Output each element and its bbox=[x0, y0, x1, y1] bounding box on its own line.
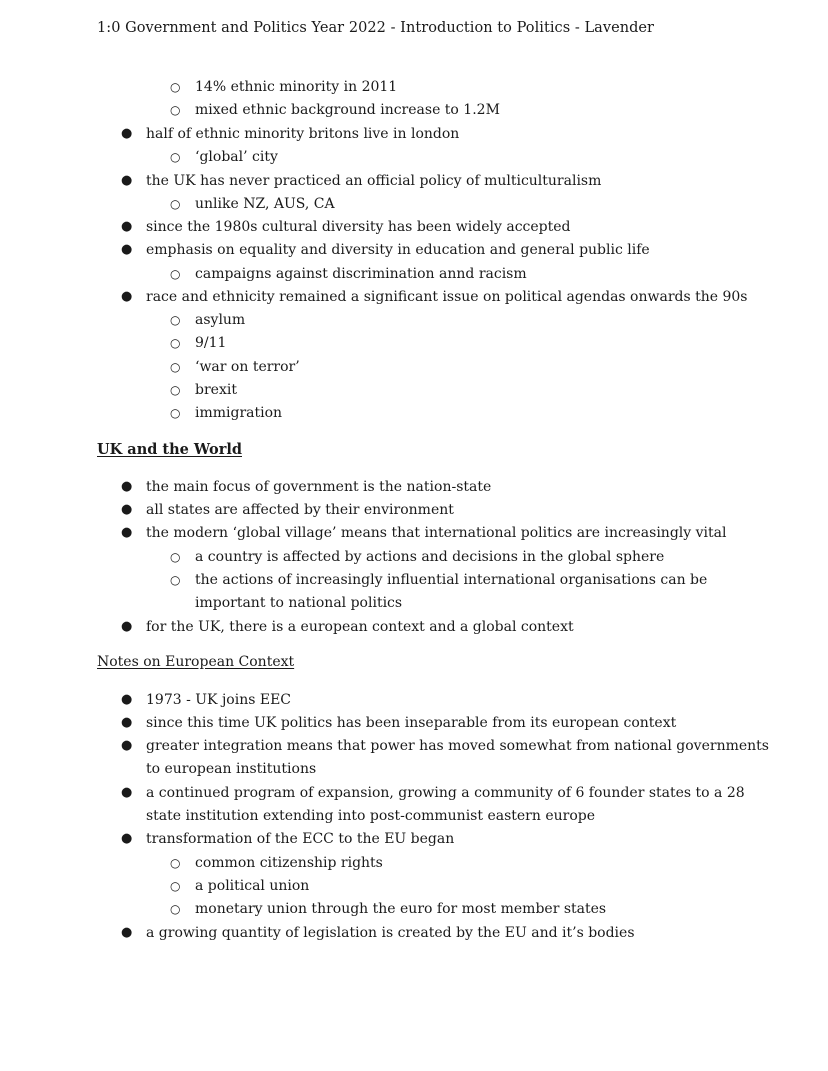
list-item: a continued program of expansion, growing a community of 6 founder states to a 28 bbox=[146, 785, 745, 801]
filled-bullet-icon: ● bbox=[121, 738, 133, 753]
subsection-heading: Notes on European Context bbox=[97, 654, 295, 670]
filled-bullet-icon: ● bbox=[121, 619, 133, 634]
list-item: emphasis on equality and diversity in education and general public life bbox=[146, 242, 650, 258]
list-item: a political union bbox=[195, 878, 310, 894]
list-item: asylum bbox=[195, 312, 246, 328]
hollow-bullet-icon: ○ bbox=[170, 103, 181, 117]
filled-bullet-icon: ● bbox=[121, 242, 133, 257]
list-item: ‘global’ city bbox=[195, 149, 278, 165]
list-item-continuation: to european institutions bbox=[146, 761, 317, 777]
list-item: race and ethnicity remained a significant issue on political agendas onwards the 90s bbox=[146, 289, 748, 305]
filled-bullet-icon: ● bbox=[121, 785, 133, 800]
list-item: mixed ethnic background increase to 1.2M bbox=[195, 102, 500, 118]
list-item: ‘war on terror’ bbox=[195, 359, 300, 375]
hollow-bullet-icon: ○ bbox=[170, 80, 181, 94]
filled-bullet-icon: ● bbox=[121, 219, 133, 234]
list-item: unlike NZ, AUS, CA bbox=[195, 196, 335, 212]
list-item: campaigns against discrimination annd racism bbox=[195, 266, 527, 282]
list-item: the actions of increasingly influential international organisations can be bbox=[195, 572, 708, 588]
list-item: for the UK, there is a european context and a global context bbox=[146, 619, 574, 635]
filled-bullet-icon: ● bbox=[121, 715, 133, 730]
hollow-bullet-icon: ○ bbox=[170, 406, 181, 420]
list-item: a growing quantity of legislation is created by the EU and it’s bodies bbox=[146, 925, 635, 941]
list-item-continuation: state institution extending into post-communist eastern europe bbox=[146, 808, 595, 824]
hollow-bullet-icon: ○ bbox=[170, 313, 181, 327]
filled-bullet-icon: ● bbox=[121, 479, 133, 494]
hollow-bullet-icon: ○ bbox=[170, 879, 181, 893]
filled-bullet-icon: ● bbox=[121, 925, 133, 940]
document-header: 1:0 Government and Politics Year 2022 - Introduction to Politics - Lavender bbox=[97, 20, 655, 36]
hollow-bullet-icon: ○ bbox=[170, 383, 181, 397]
hollow-bullet-icon: ○ bbox=[170, 267, 181, 281]
list-item: the UK has never practiced an official policy of multiculturalism bbox=[146, 173, 602, 189]
hollow-bullet-icon: ○ bbox=[170, 550, 181, 564]
hollow-bullet-icon: ○ bbox=[170, 336, 181, 350]
list-item: immigration bbox=[195, 405, 283, 421]
hollow-bullet-icon: ○ bbox=[170, 150, 181, 164]
section-heading: UK and the World bbox=[97, 441, 242, 458]
filled-bullet-icon: ● bbox=[121, 525, 133, 540]
list-item: greater integration means that power has moved somewhat from national governments bbox=[146, 738, 769, 754]
list-item: 14% ethnic minority in 2011 bbox=[195, 79, 398, 95]
list-item-continuation: important to national politics bbox=[195, 595, 403, 611]
hollow-bullet-icon: ○ bbox=[170, 360, 181, 374]
filled-bullet-icon: ● bbox=[121, 173, 133, 188]
hollow-bullet-icon: ○ bbox=[170, 856, 181, 870]
filled-bullet-icon: ● bbox=[121, 289, 133, 304]
list-item: 1973 - UK joins EEC bbox=[146, 692, 292, 708]
list-item: since the 1980s cultural diversity has been widely accepted bbox=[146, 219, 571, 235]
list-item: since this time UK politics has been inseparable from its european context bbox=[146, 715, 677, 731]
list-item: all states are affected by their environment bbox=[146, 502, 454, 518]
list-item: half of ethnic minority britons live in london bbox=[146, 126, 460, 142]
hollow-bullet-icon: ○ bbox=[170, 197, 181, 211]
list-item: transformation of the ECC to the EU began bbox=[146, 831, 455, 847]
filled-bullet-icon: ● bbox=[121, 692, 133, 707]
filled-bullet-icon: ● bbox=[121, 126, 133, 141]
list-item: a country is affected by actions and decisions in the global sphere bbox=[195, 549, 665, 565]
filled-bullet-icon: ● bbox=[121, 831, 133, 846]
list-item: brexit bbox=[195, 382, 237, 398]
hollow-bullet-icon: ○ bbox=[170, 902, 181, 916]
list-item: common citizenship rights bbox=[195, 855, 383, 871]
list-item: the modern ‘global village’ means that international politics are increasingly vital bbox=[146, 525, 727, 541]
hollow-bullet-icon: ○ bbox=[170, 573, 181, 587]
list-item: the main focus of government is the nation-state bbox=[146, 479, 492, 495]
list-item: 9/11 bbox=[195, 335, 227, 351]
list-item: monetary union through the euro for most member states bbox=[195, 901, 607, 917]
filled-bullet-icon: ● bbox=[121, 502, 133, 517]
